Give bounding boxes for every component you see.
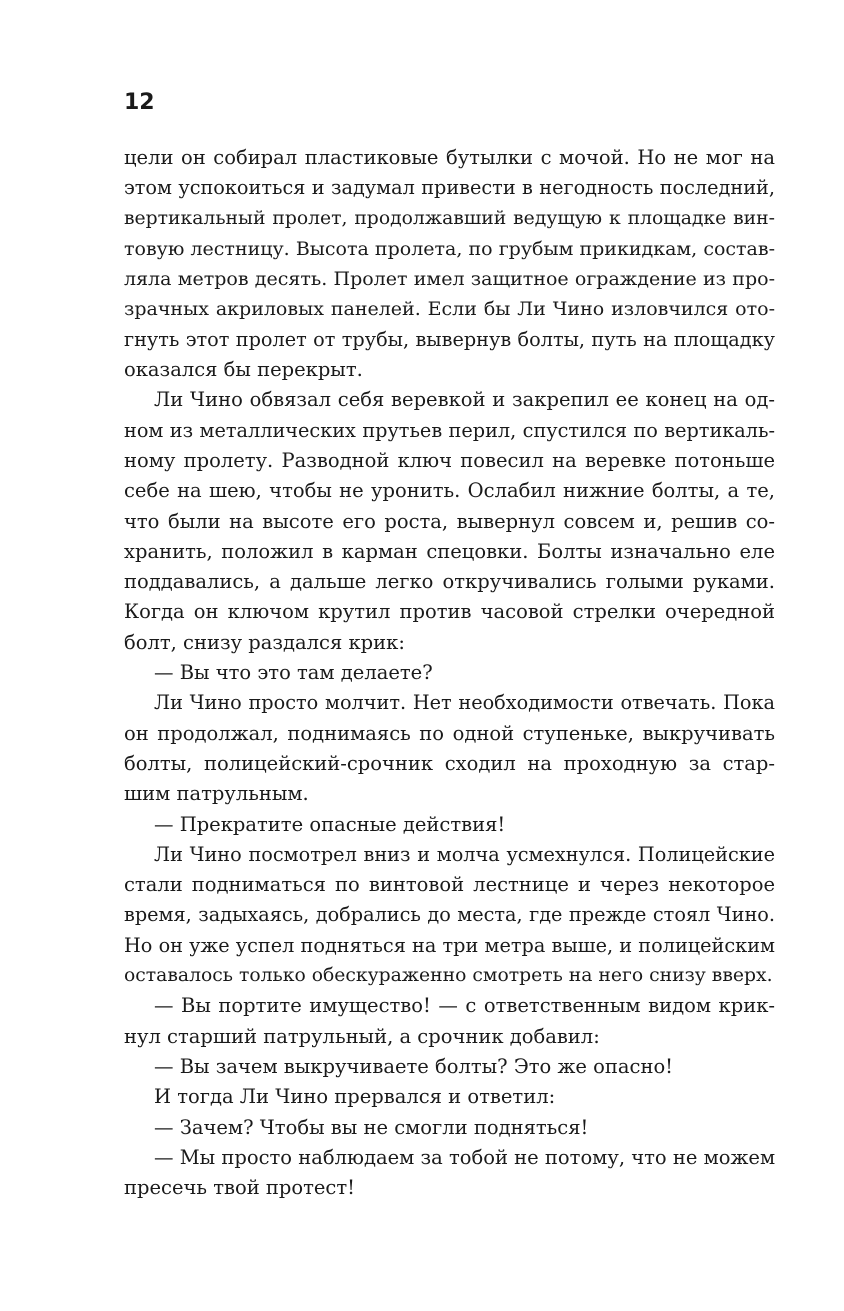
text-line: шим патрульным. [124,782,309,806]
text-line: гнуть этот пролет от трубы, вывернув болты, путь на площадку [124,327,775,351]
text-line: — Мы просто наблюдаем за тобой не потому, что не можем [154,1145,776,1169]
text-line: нул старший патрульный, а срочник добавил: [124,1024,600,1048]
text-line: хранить, положил в карман спецовки. Болты изначально еле [124,539,775,563]
text-line: Ли Чино просто молчит. Нет необходимости отвечать. Пока [154,691,775,715]
text-line: болты, полицейский-срочник сходил на проходную за стар- [124,751,775,775]
text-line: зрачных акриловых панелей. Если бы Ли Чино изловчился ото- [124,298,775,321]
text-line: — Вы что это там делаете? [154,661,433,685]
text-line: время, задыхаясь, добрались до места, где прежде стоял Чино. [124,903,775,927]
text-line: — Прекратите опасные действия! [154,812,506,836]
text-line: ному пролету. Разводной ключ повесил на веревке потоньше [124,448,775,472]
text-line: стали подниматься по винтовой лестнице и через некоторое [124,873,775,897]
text-line: этом успокоиться и задумал привести в негодность последний, [124,176,775,200]
text-line: ном из металлических прутьев перил, спустился по вертикаль- [124,418,775,442]
text-line: — Вы зачем выкручиваете болты? Это же опасно! [154,1054,674,1078]
text-line: И тогда Ли Чино прервался и ответил: [154,1085,556,1109]
text-line: — Зачем? Чтобы вы не смогли подняться! [154,1115,589,1139]
text-line: — Вы портите имущество! — с ответственным видом крик- [154,994,775,1018]
text-line: ляла метров десять. Пролет имел защитное ограждение из про- [124,268,775,291]
text-line: Ли Чино обвязал себя веревкой и закрепил ее конец на од- [154,388,775,412]
text-line: Когда он ключом крутил против часовой стрелки очередной [124,600,775,624]
text-line: поддавались, а дальше легко откручивались голыми руками. [124,570,775,594]
page-number: 12 [124,90,155,115]
text-line: цели он собирал пластиковые бутылки с мочой. Но не мог на [124,146,775,169]
text-line: товую лестницу. Высота пролета, по грубым прикидкам, состав- [124,237,775,260]
text-line: оказался бы перекрыт. [124,358,363,382]
body-text [124,143,775,1203]
text-line: болт, снизу раздался крик: [124,630,405,654]
text-line: что были на высоте его роста, вывернул совсем и, решив со- [124,509,775,533]
text-line: себе на шею, чтобы не уронить. Ослабил нижние болты, а те, [124,479,775,503]
text-line: Ли Чино посмотрел вниз и молча усмехнулся. Полицейские [154,842,775,866]
text-line: он продолжал, поднимаясь по одной ступеньке, выкручивать [124,721,775,745]
text-line: вертикальный пролет, продолжавший ведущую к площадке вин- [124,207,775,229]
text-line: оставалось только обескураженно смотреть на него снизу вверх. [124,965,773,987]
text-line: пресечь твой протест! [124,1176,355,1200]
text-line: Но он уже успел подняться на три метра выше, и полицейским [124,933,775,957]
